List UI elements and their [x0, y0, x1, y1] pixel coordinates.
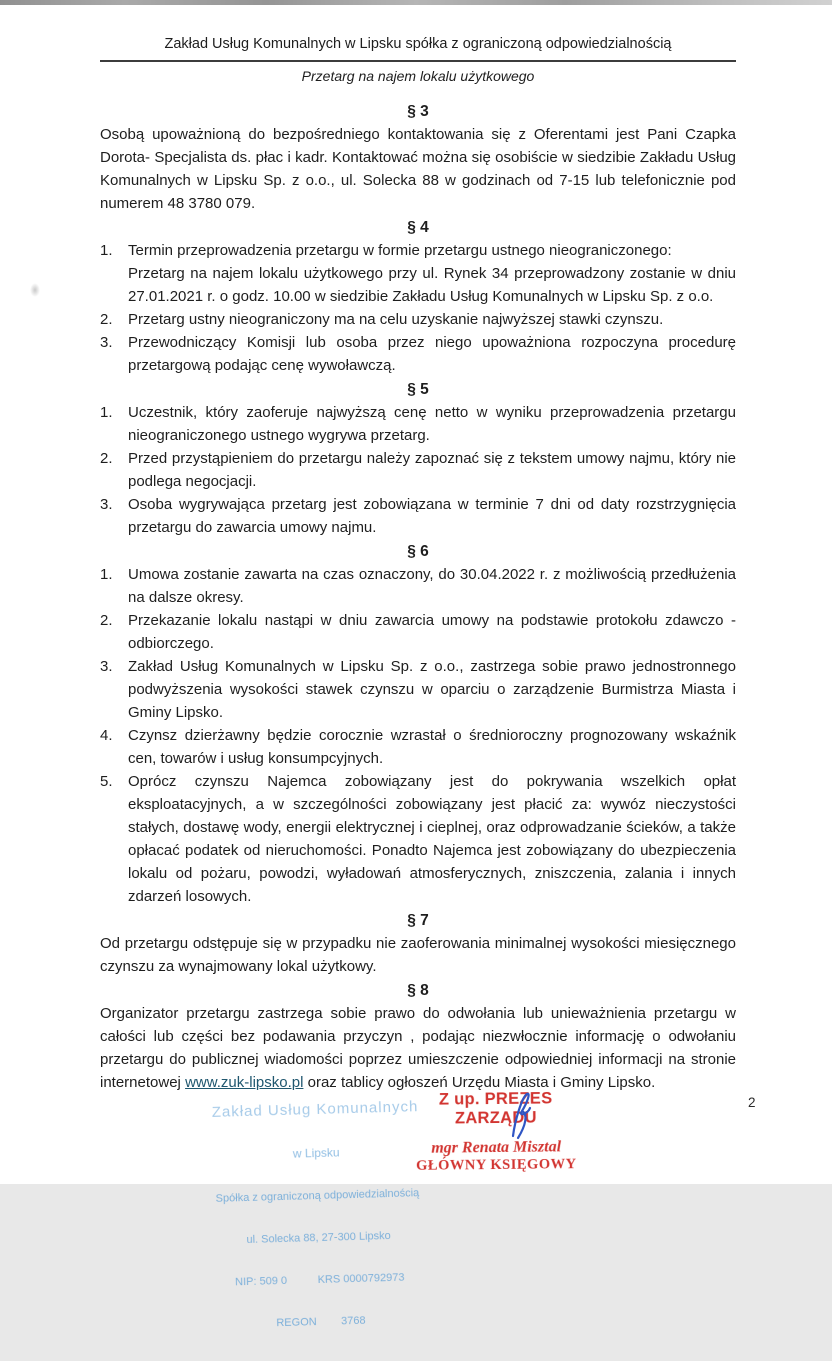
section-7-paragraph: Od przetargu odstępuje się w przypadku nie zaoferowania minimalnej wysokości miesięcznego czynszu za wynajmowany lokal użytkowy.: [100, 935, 736, 975]
list-item-text: Umowa zostanie zawarta na czas oznaczony, do 30.04.2022 r. z możliwością przedłużenia na dalsze okresy.: [128, 566, 736, 606]
signature-stamp: [398, 1089, 595, 1174]
company-stamp-line: ul. Solecka 88, 27-300 Lipsko: [246, 1229, 391, 1247]
list-item-text: Oprócz czynszu Najemca zobowiązany jest do pokrywania wszelkich opłat eksploatacyjnych, a w szczególności zobowiązany jest płacić za: wywóz nieczystości stałych, dostawę wody, energii elektrycznej i cieplnej, oraz odprowadzanie ścieków, a także opłacać podatek od nieruchomości. Ponadto Najemca jest zobowiązany do ubezpieczenia lokalu od pożaru, powodzi, wyładowań atmosferycznych, zniszczenia, zalania i innych zdarzeń losowych.: [128, 773, 736, 905]
list-item-text: Przetarg ustny nieograniczony ma na celu uzyskanie najwyższej stawki czynszu.: [128, 311, 664, 328]
section-4-heading: § 4: [407, 219, 429, 236]
signature-stamp-name: mgr Renata Misztal: [431, 1138, 562, 1157]
signature-stamp-title: Z up. PREZES ZARZĄDU: [438, 1089, 553, 1128]
list-item: [100, 770, 736, 908]
section-5-list: [100, 401, 736, 539]
list-item-text: Przekazanie lokalu nastąpi w dniu zawarcia umowy na podstawie protokołu zdawczo - odbiorczego.: [128, 612, 736, 652]
signature-stamp-role: GŁÓWNY KSIĘGOWY: [416, 1156, 577, 1174]
company-stamp-line: w Lipsku: [292, 1145, 340, 1161]
list-item: [100, 308, 736, 331]
list-item-text: [128, 239, 736, 308]
section-6-list: [100, 563, 736, 908]
list-item: [100, 239, 736, 308]
list-item-text: Osoba wygrywająca przetarg jest zobowiązana w terminie 7 dni od daty rozstrzygnięcia przetargu do zawarcia umowy najmu.: [128, 496, 736, 536]
page-number: 2: [748, 1095, 756, 1110]
list-item-continuation: Przetarg na najem lokalu użytkowego przy ul. Rynek 34 przeprowadzony zostanie w dniu 27.01.2021 r. o godz. 10.00 w siedzibie Zakładu Usług Komunalnych w Lipsku Sp. z o.o.: [128, 265, 736, 305]
company-stamp-line: REGON 3768: [276, 1314, 366, 1330]
paragraph-text: Organizator przetargu zastrzega sobie prawo do odwołania lub unieważnienia przetargu w całości lub części bez podawania przyczyn , podając niezwłocznie informację o odwołaniu przetargu do publicznej wiadomości poprzez umieszczenie odpowiedniej informacji na stronie internetowej: [100, 1005, 736, 1091]
section-5-heading: § 5: [407, 381, 429, 398]
section-3-heading: § 3: [407, 103, 429, 120]
section-3-paragraph: Osobą upoważnioną do bezpośredniego kontaktowania się z Oferentami jest Pani Czapka Dorota- Specjalista ds. płac i kadr. Kontaktować można się osobiście w siedzibie Zakładu Usług Komunalnych w Lipsku Sp. z o.o., ul. Solecka 88 w godzinach od 7-15 lub telefonicznie pod numerem 48 3780 079.: [100, 126, 736, 212]
list-number: 2.: [100, 612, 113, 629]
section-8-heading: § 8: [407, 982, 429, 999]
document-content: [100, 34, 736, 1094]
scan-smudge: [30, 283, 40, 297]
list-item: [100, 563, 736, 609]
list-item-text: Czynsz dzierżawny będzie corocznie wzrastał o średnioroczny prognozowany wskaźnik cen, towarów i usług konsumpcyjnych.: [128, 727, 736, 767]
list-item: [100, 447, 736, 493]
list-number: 3.: [100, 496, 113, 513]
list-item-text: Przewodniczący Komisji lub osoba przez niego upoważniona rozpoczyna procedurę przetargową podając cenę wywoławczą.: [128, 334, 736, 374]
list-item: [100, 401, 736, 447]
list-item-text: Uczestnik, który zaoferuje najwyższą cenę netto w wyniku przeprowadzenia przetargu nieograniczonego ustnego wygrywa przetarg.: [128, 404, 736, 444]
list-number: 2.: [100, 311, 113, 328]
header-company-name: Zakład Usług Komunalnych w Lipsku spółka z ograniczoną odpowiedzialnością: [100, 34, 736, 62]
company-stamp-line: Spółka z ograniczoną odpowiedzialnością: [215, 1187, 420, 1205]
list-item: [100, 724, 736, 770]
list-number: 1.: [100, 404, 113, 421]
section-4-list: [100, 239, 736, 377]
scan-edge-artifact: [0, 0, 832, 5]
section-8-paragraph: [100, 1002, 736, 1094]
list-item: [100, 655, 736, 724]
list-number: 1.: [100, 242, 113, 259]
section-6-heading: § 6: [407, 543, 429, 560]
document-header: [100, 34, 736, 86]
list-item-text: Przed przystąpieniem do przetargu należy zapoznać się z tekstem umowy najmu, który nie podlega negocjacji.: [128, 450, 736, 490]
section-7-heading: § 7: [407, 912, 429, 929]
list-number: 2.: [100, 450, 113, 467]
list-number: 1.: [100, 566, 113, 583]
list-item: [100, 493, 736, 539]
company-stamp-line: Zakład Usług Komunalnych: [211, 1098, 419, 1121]
header-subtitle: Przetarg na najem lokalu użytkowego: [301, 68, 535, 84]
list-number: 3.: [100, 658, 113, 675]
list-number: 5.: [100, 773, 113, 790]
list-number: 3.: [100, 334, 113, 351]
list-number: 4.: [100, 727, 113, 744]
list-item-text: Zakład Usług Komunalnych w Lipsku Sp. z o.o., zastrzega sobie prawo jednostronnego podwyższenia wysokości stawek czynszu w oparciu o zarządzenie Burmistrza Miasta i Gminy Lipsko.: [128, 658, 736, 721]
list-item: [100, 331, 736, 377]
paragraph-text: oraz tablicy ogłoszeń Urzędu Miasta i Gminy Lipsko.: [303, 1074, 656, 1091]
company-stamp-line: NIP: 509 0 KRS 0000792973: [234, 1271, 405, 1289]
list-item-line: Termin przeprowadzenia przetargu w formie przetargu ustnego nieograniczonego:: [128, 242, 672, 259]
zuk-lipsko-website-link[interactable]: www.zuk-lipsko.pl: [185, 1074, 304, 1091]
list-item: [100, 609, 736, 655]
